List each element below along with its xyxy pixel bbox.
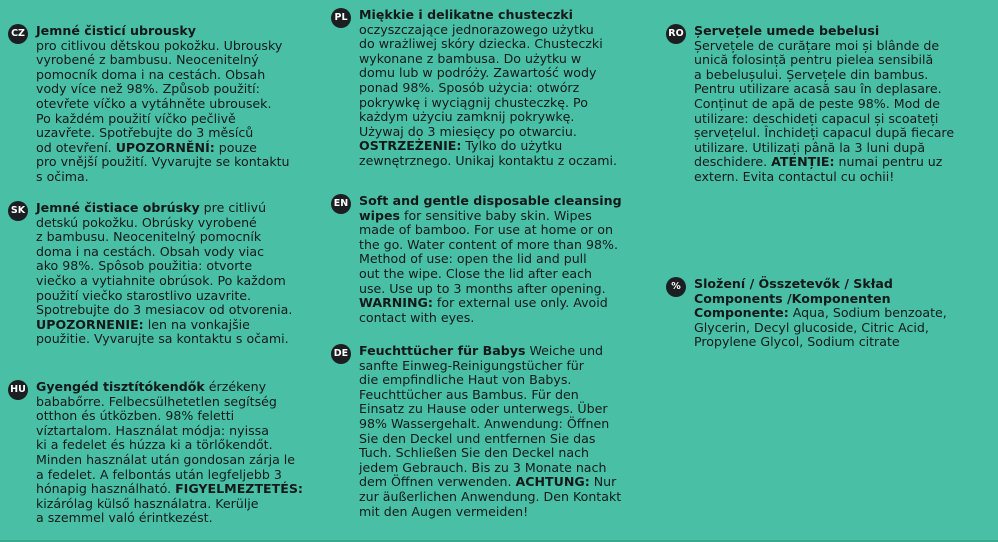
text-line — [36, 274, 292, 289]
text-line — [36, 497, 303, 512]
body-text: Tuch. Schließen Sie den Deckel nach — [359, 445, 590, 461]
body-text: s očima. — [36, 168, 89, 184]
text-line — [694, 141, 954, 156]
text-line — [36, 53, 290, 68]
text-line — [36, 380, 303, 395]
bold-text: WARNING: — [359, 295, 433, 311]
text-line — [694, 24, 954, 39]
body-text: zewnętrznego. Unikaj kontaktu z oczami. — [359, 152, 618, 168]
text-line — [36, 482, 303, 497]
bold-text: OSTRZEŻENIE: — [359, 138, 462, 154]
bold-text: ATENȚIE: — [771, 154, 835, 170]
language-badge-sk: SK — [8, 201, 28, 221]
body-text: Șervețele de curățare moi și blânde de — [694, 37, 940, 53]
body-text: víztartalom. Használat módja: nyissa — [36, 422, 269, 438]
body-text: mit den Augen vermeiden! — [359, 503, 529, 519]
text-line — [359, 66, 617, 81]
text-line — [359, 296, 622, 311]
body-text: 98% Wassergehalt. Anwendung: Öffnen — [359, 415, 610, 431]
text-line — [359, 475, 621, 490]
body-text: Glycerin, Decyl glucoside, Citric Acid, — [694, 319, 929, 335]
text-line — [36, 438, 303, 453]
text-line — [36, 409, 303, 424]
body-text: použitie. Vyvarujte sa kontaktu s očami. — [36, 331, 289, 347]
body-text: utilizare. Utilizați până la 3 luni după — [694, 139, 926, 155]
body-text: contact with eyes. — [359, 309, 475, 325]
text-line — [36, 24, 290, 39]
text-line — [694, 82, 954, 97]
text-line — [694, 53, 954, 68]
body-text: domu lub w podróży. Zawartość wody — [359, 65, 597, 81]
language-badge-pl: PL — [331, 8, 351, 28]
body-text: dem Öffnen verwenden. — [359, 474, 516, 490]
language-badge-ro: RO — [666, 24, 686, 44]
body-text: unică folosință pentru pielea sensibilă — [694, 52, 934, 68]
body-text: made of bamboo. For use at home or on — [359, 222, 613, 238]
text-line — [36, 259, 292, 274]
body-text: for external use only. Avoid — [432, 295, 608, 311]
body-text: șervețelul. Închideți capacul după fiecare — [694, 125, 955, 141]
section-de — [331, 344, 621, 519]
text-line — [694, 321, 947, 336]
body-text: vyrobené z bambusu. Neocenitelný — [36, 52, 259, 68]
body-text: Aqua, Sodium benzoate, — [788, 305, 947, 321]
text-line — [694, 68, 954, 83]
text-line — [359, 344, 621, 359]
text-line — [36, 453, 303, 468]
text-line — [36, 424, 303, 439]
body-text: oczyszczające jednorazowego użytku — [359, 21, 594, 37]
text-line — [359, 490, 621, 505]
body-text: utilizare: deschideți capacul și scoateți — [694, 110, 939, 126]
body-text: a fedelet. A felbontás után legfeljebb 3 — [36, 466, 282, 482]
text-line — [36, 468, 303, 483]
text-line — [359, 52, 617, 67]
body-text: otthon és útközben. 98% feletti — [36, 408, 235, 424]
bold-text: Soft and gentle disposable cleansing — [359, 193, 622, 208]
body-text: pokrywkę i wyciągnij chusteczkę. Po — [359, 94, 588, 110]
text-line — [694, 170, 954, 185]
text-line — [694, 97, 954, 112]
section-text — [359, 8, 617, 169]
body-text: ki a fedelet és húzza ki a törlőkendőt. — [36, 437, 273, 453]
body-text: Feuchttücher aus Bambus. Für den — [359, 386, 579, 402]
text-line — [36, 511, 303, 526]
body-text: każdym użyciu zamknij pokrywkę. — [359, 109, 575, 125]
section-ro — [666, 24, 954, 185]
body-text: use. Use up to 3 months after opening. — [359, 280, 606, 296]
body-text: otevřete víčko a vytáhněte ubrousek. — [36, 95, 272, 111]
bold-text: wipes — [359, 207, 401, 223]
text-line — [36, 126, 290, 141]
body-text: pomocník doma i na cestách. Obsah — [36, 66, 266, 82]
text-line — [36, 395, 303, 410]
body-text: len na vonkajšie — [143, 316, 250, 332]
section-pl — [331, 8, 617, 169]
body-text: vody více než 98%. Způsob použití: — [36, 81, 260, 97]
body-text: érzékeny — [204, 379, 267, 394]
body-text: ponad 98%. Sposób użycia: otwórz — [359, 79, 580, 95]
bold-text: Jemné čisticí ubrousky — [36, 23, 196, 38]
bold-text: Gyengéd tisztítókendők — [36, 379, 205, 394]
body-text: Sie den Deckel und entfernen Sie das — [359, 430, 596, 446]
text-line — [36, 82, 290, 97]
body-text: extern. Evita contactul cu ochii! — [694, 168, 895, 184]
body-text: Minden használat után gondosan zárja le — [36, 451, 296, 467]
text-line — [36, 332, 292, 347]
bold-text: UPOZORNENIE: — [36, 316, 144, 332]
bold-text: FIGYELMEZTETÉS: — [175, 481, 303, 497]
body-text: numai pentru uz — [834, 154, 943, 170]
section-text — [359, 194, 622, 325]
body-text: kizárólag külső használatra. Kerülje — [36, 495, 259, 511]
bold-text: Componente: — [694, 305, 789, 321]
body-text: ako 98%. Spôsob použitia: otvorte — [36, 258, 253, 274]
percent-icon: % — [666, 277, 686, 297]
body-text: bababőrre. Felbecsülhetetlen segítség — [36, 393, 277, 409]
bold-text: UPOZORNĚNÍ: — [115, 139, 215, 155]
body-text: Po každém použití víčko pečlivě — [36, 110, 236, 126]
text-line — [36, 245, 292, 260]
language-badge-cz: CZ — [8, 24, 28, 44]
text-line — [359, 402, 621, 417]
text-line — [36, 170, 290, 185]
section-sk — [8, 201, 292, 347]
body-text: od otevření. — [36, 139, 116, 155]
body-text: a bebelușului. Șervețele din bambus. — [694, 66, 929, 82]
language-badge-en: EN — [331, 194, 351, 214]
body-text: Nur — [589, 474, 617, 490]
body-text: doma i na cestách. Obsah vody viac — [36, 243, 265, 259]
text-line — [359, 81, 617, 96]
bold-text: Șervețele umede bebelusi — [694, 23, 880, 38]
text-line — [359, 432, 621, 447]
language-badge-hu: HU — [8, 380, 28, 400]
body-text: pro citlivou dětskou pokožku. Ubrousky — [36, 37, 283, 53]
bold-text: Feuchttücher für Babys — [359, 343, 526, 358]
text-line — [359, 238, 622, 253]
text-line — [36, 155, 290, 170]
body-text: detskú pokožku. Obrúsky vyrobené — [36, 214, 257, 230]
bold-text: Components /Komponenten — [694, 290, 891, 306]
text-line — [359, 282, 622, 297]
text-line — [359, 209, 622, 224]
bold-text: ACHTUNG: — [515, 474, 590, 490]
language-badge-de: DE — [331, 344, 351, 364]
text-line — [359, 505, 621, 520]
text-line — [36, 216, 292, 231]
body-text: deschidere. — [694, 154, 772, 170]
section-hu — [8, 380, 303, 526]
text-line — [36, 68, 290, 83]
text-line — [359, 125, 617, 140]
bold-text: Miękkie i delikatne chusteczki — [359, 7, 574, 22]
text-line — [359, 373, 621, 388]
text-line — [359, 23, 617, 38]
text-line — [694, 39, 954, 54]
body-text: Method of use: open the lid and pull — [359, 251, 587, 267]
body-text: pro vnější použití. Vyvarujte se kontaktu — [36, 154, 290, 170]
text-line — [359, 8, 617, 23]
body-text: Spotrebujte do 3 mesiacov od otvorenia. — [36, 302, 293, 318]
body-text: Pentru utilizare acasă sau în deplasare. — [694, 81, 942, 97]
text-line — [36, 303, 292, 318]
text-line — [694, 277, 947, 292]
bold-text: Složení / Összetevők / Skład — [694, 276, 893, 291]
body-text: viečko a vytiahnite obrúsok. Po každom — [36, 272, 286, 288]
text-line — [36, 141, 290, 156]
text-line — [359, 417, 621, 432]
text-line — [359, 194, 622, 209]
text-line — [694, 292, 947, 307]
text-line — [359, 267, 622, 282]
text-line — [694, 112, 954, 127]
bold-text: Jemné čistiace obrúsky — [36, 200, 200, 215]
body-text: do wrażliwej skóry dziecka. Chusteczki — [359, 36, 603, 52]
text-line — [694, 155, 954, 170]
body-text: wykonane z bambusa. Do użytku w — [359, 50, 582, 66]
body-text: pre citlivú — [199, 200, 267, 215]
text-line — [36, 201, 292, 216]
text-line — [36, 230, 292, 245]
body-text: hónapig használható. — [36, 481, 176, 497]
body-text: pouze — [214, 139, 257, 155]
text-line — [359, 96, 617, 111]
body-text: uzavřete. Spotřebujte do 3 měsíců — [36, 125, 254, 141]
text-line — [359, 359, 621, 374]
section-text — [694, 24, 954, 185]
text-line — [359, 252, 622, 267]
body-text: Propylene Glycol, Sodium citrate — [694, 334, 900, 350]
text-line — [359, 37, 617, 52]
section-text — [36, 380, 303, 526]
text-line — [359, 311, 622, 326]
text-line — [36, 112, 290, 127]
text-line — [359, 223, 622, 238]
body-text: jedem Gebrauch. Bis zu 3 Monate nach — [359, 459, 607, 475]
text-line — [359, 154, 617, 169]
body-text: die empfindliche Haut von Babys. — [359, 372, 572, 388]
section-text — [359, 344, 621, 519]
body-text: a szemmel való érintkezést. — [36, 510, 213, 526]
body-text: Używaj do 3 miesięcy po otwarciu. — [359, 123, 577, 139]
text-line — [36, 39, 290, 54]
text-line — [694, 335, 947, 350]
body-text: for sensitive baby skin. Wipes — [400, 207, 592, 223]
body-text: sanfte Einweg-Reinigungstücher für — [359, 357, 584, 373]
section-text — [694, 277, 947, 350]
body-text: zur äußerlichen Anwendung. Den Kontakt — [359, 488, 622, 504]
text-line — [359, 446, 621, 461]
body-text: out the wipe. Close the lid after each — [359, 265, 592, 281]
text-line — [359, 110, 617, 125]
text-line — [36, 318, 292, 333]
section-cz — [8, 24, 290, 185]
section-en — [331, 194, 622, 325]
section-composition — [666, 277, 947, 350]
text-line — [359, 139, 617, 154]
text-line — [694, 126, 954, 141]
text-line — [36, 289, 292, 304]
section-text — [36, 24, 290, 185]
body-text: the go. Water content of more than 98%. — [359, 236, 618, 252]
body-text: Tylko do użytku — [461, 138, 563, 154]
text-line — [694, 306, 947, 321]
body-text: z bambusu. Neocenitelný pomocník — [36, 229, 262, 245]
body-text: použití viečko starostlivo uzavrite. — [36, 287, 252, 303]
body-text: Conținut de apă de peste 98%. Mod de — [694, 95, 941, 111]
body-text: Einsatz zu Hause oder unterwegs. Über — [359, 401, 608, 417]
body-text: Weiche und — [525, 343, 604, 358]
section-text — [36, 201, 292, 347]
text-line — [36, 97, 290, 112]
